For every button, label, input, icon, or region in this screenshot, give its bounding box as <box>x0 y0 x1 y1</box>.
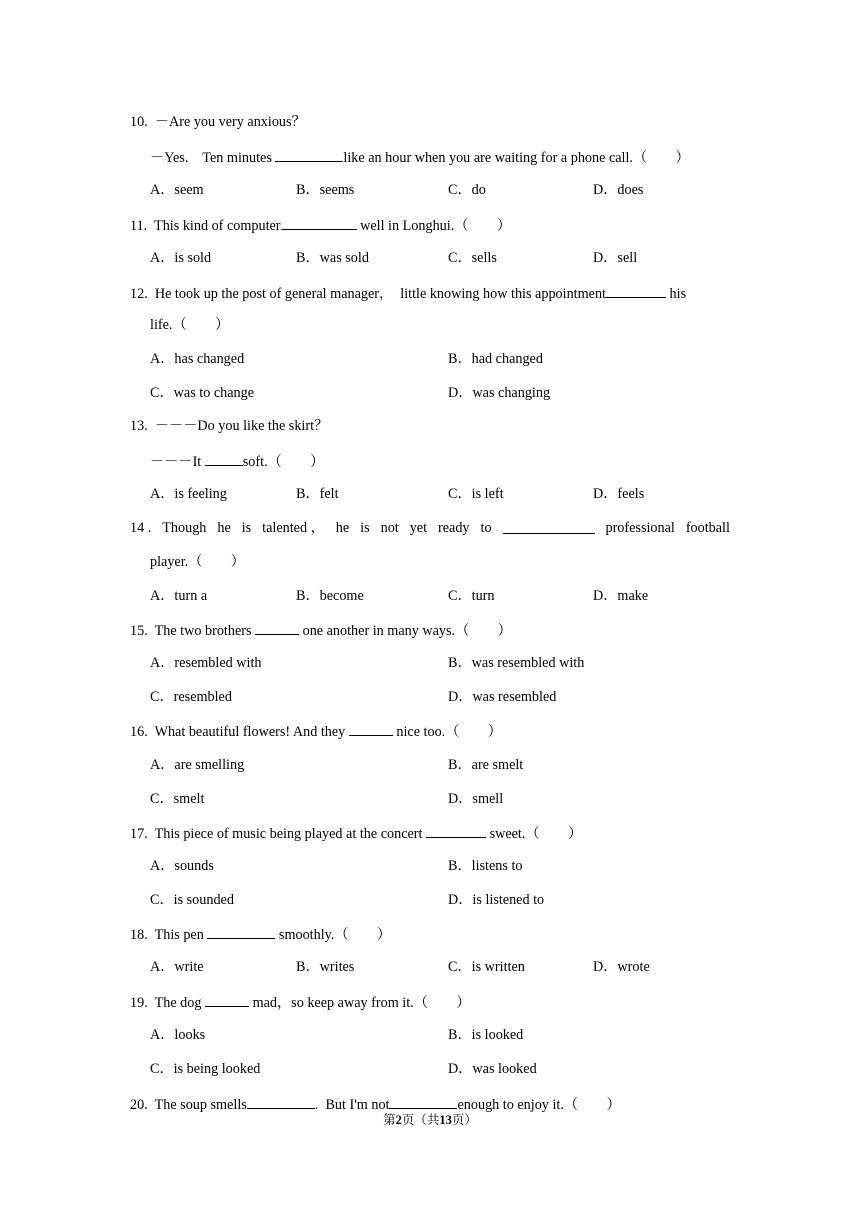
question-12-stem-continued: life.（ ） <box>150 317 230 333</box>
answer-blank[interactable] <box>349 720 393 736</box>
option-c[interactable]: C．do <box>448 182 486 198</box>
option-d[interactable]: D．was changing <box>448 385 551 401</box>
page-total: 13 <box>439 1113 452 1127</box>
option-c[interactable]: C．resembled <box>150 689 232 705</box>
question-10-response: －Yes. Ten minutes like an hour when you are waiting for a phone call.（ ） <box>150 146 690 168</box>
option-a[interactable]: A．resembled with <box>150 655 262 671</box>
question-17-stem: 17. This piece of music being played at the concert sweet.（ ） <box>130 822 582 844</box>
option-c[interactable]: C．is being looked <box>150 1061 261 1077</box>
option-b[interactable]: B．was resembled with <box>448 655 585 671</box>
option-c[interactable]: C．turn <box>448 588 495 604</box>
option-a[interactable]: A．are smelling <box>150 757 245 773</box>
answer-blank[interactable] <box>205 450 243 466</box>
answer-blank[interactable] <box>205 991 249 1007</box>
option-b[interactable]: B．are smelt <box>448 757 524 773</box>
option-a[interactable]: A．is feeling <box>150 486 227 502</box>
question-14-stem-continued: player.（ ） <box>150 554 245 570</box>
option-c[interactable]: C．smelt <box>150 791 205 807</box>
question-15-stem: 15. The two brothers one another in many ways.（ ） <box>130 619 512 641</box>
option-d[interactable]: D．does <box>593 182 644 198</box>
option-a[interactable]: A．looks <box>150 1027 206 1043</box>
answer-blank[interactable] <box>275 146 343 162</box>
question-18-stem: 18. This pen smoothly.（ ） <box>130 923 391 945</box>
option-a[interactable]: A．is sold <box>150 250 212 266</box>
option-a[interactable]: A．has changed <box>150 351 245 367</box>
option-b[interactable]: B．become <box>296 588 364 604</box>
question-13-prompt: 13. －－－Do you like the skirt？ <box>130 418 329 434</box>
option-c[interactable]: C．is written <box>448 959 525 975</box>
question-14-stem: 14 . Though he is talented ， he is not yet ready to professional football <box>130 520 730 536</box>
option-d[interactable]: D．is listened to <box>448 892 545 908</box>
option-a[interactable]: A．sounds <box>150 858 214 874</box>
question-12-stem: 12. He took up the post of general manager， little knowing how this appointment his <box>130 282 686 304</box>
option-d[interactable]: D．sell <box>593 250 638 266</box>
option-b[interactable]: B．is looked <box>448 1027 524 1043</box>
option-c[interactable]: C．was to change <box>150 385 255 401</box>
answer-blank[interactable] <box>281 214 357 230</box>
question-20-stem: 20. The soup smells . But I'm not enough to enjoy it.（ ） <box>130 1093 621 1115</box>
option-c[interactable]: C．is left <box>448 486 504 502</box>
option-b[interactable]: B．seems <box>296 182 355 198</box>
question-10-prompt: 10. －Are you very anxious？ <box>130 114 306 130</box>
option-d[interactable]: D．was resembled <box>448 689 557 705</box>
option-a[interactable]: A．seem <box>150 182 204 198</box>
page-footer: 第2页（共13页） <box>383 1113 477 1127</box>
option-a[interactable]: A．turn a <box>150 588 208 604</box>
answer-blank[interactable] <box>606 282 666 298</box>
answer-blank[interactable] <box>247 1093 315 1109</box>
option-b[interactable]: B．was sold <box>296 250 369 266</box>
option-d[interactable]: D．make <box>593 588 649 604</box>
option-b[interactable]: B．felt <box>296 486 339 502</box>
option-b[interactable]: B．listens to <box>448 858 523 874</box>
answer-blank[interactable] <box>255 619 299 635</box>
page-number: 2 <box>395 1113 402 1127</box>
option-b[interactable]: B．writes <box>296 959 355 975</box>
option-d[interactable]: D．feels <box>593 486 645 502</box>
question-11-stem: 11. This kind of computer well in Longhui.（ ） <box>130 214 511 236</box>
answer-blank[interactable] <box>503 518 595 534</box>
answer-blank[interactable] <box>207 923 275 939</box>
question-13-response: －－－It soft.（ ） <box>150 450 324 472</box>
question-19-stem: 19. The dog mad，so keep away from it.（ ） <box>130 991 470 1013</box>
option-d[interactable]: D．smell <box>448 791 504 807</box>
option-d[interactable]: D．wrote <box>593 959 650 975</box>
option-c[interactable]: C．sells <box>448 250 497 266</box>
answer-blank[interactable] <box>426 822 486 838</box>
question-16-stem: 16. What beautiful flowers! And they nice too.（ ） <box>130 720 502 742</box>
answer-blank[interactable] <box>389 1093 457 1109</box>
option-b[interactable]: B．had changed <box>448 351 543 367</box>
option-d[interactable]: D．was looked <box>448 1061 537 1077</box>
option-c[interactable]: C．is sounded <box>150 892 234 908</box>
option-a[interactable]: A．write <box>150 959 204 975</box>
